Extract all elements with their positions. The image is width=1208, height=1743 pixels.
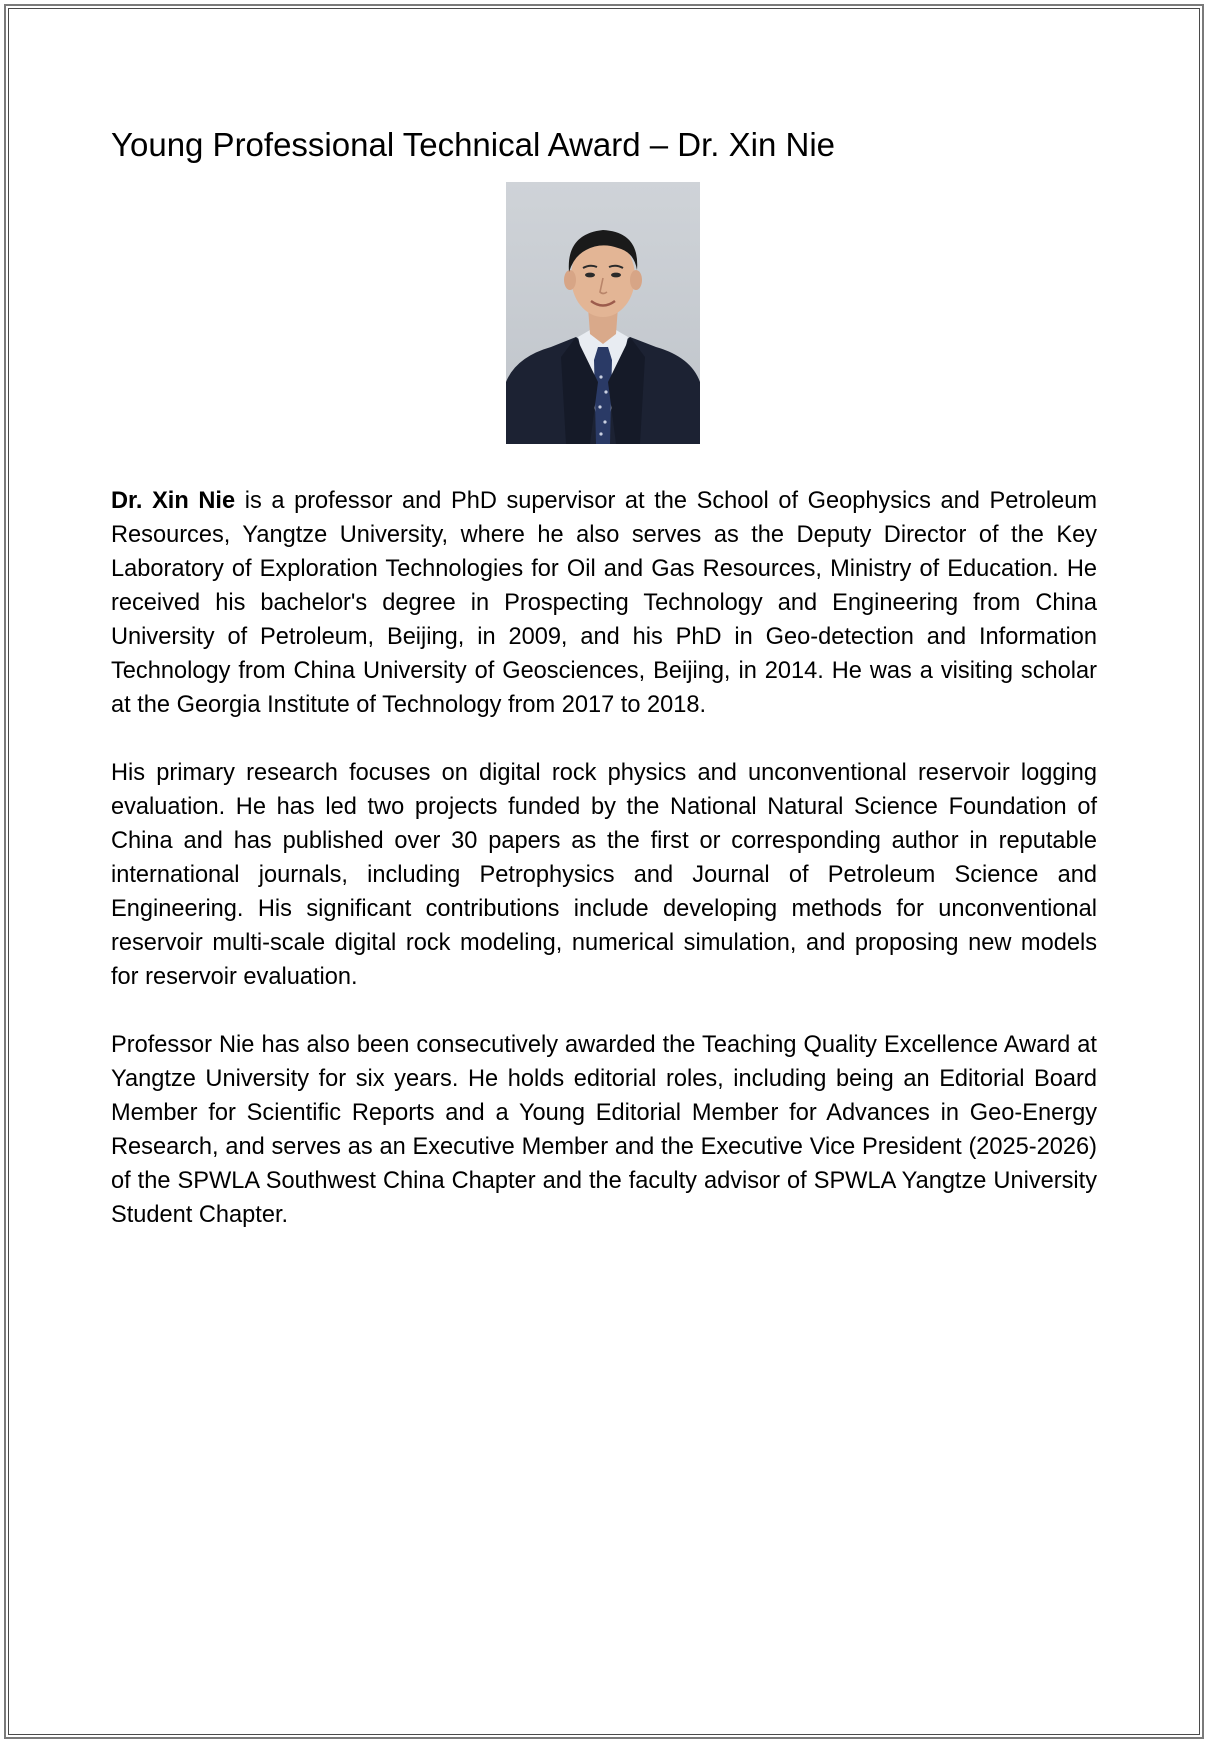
document-page [111,120,1097,1266]
bio-paragraph-1 [111,484,1097,722]
bio-paragraph-2: His primary research focuses on digital rock physics and unconventional reservoir logging evaluation. He has led two projects funded by the National Natural Science Foundation of China and has published over 30 papers as the first or corresponding author in reputable international journals, including Petrophysics and Journal of Petroleum Science and Engineering. His significant contributions include developing methods for unconventional reservoir multi-scale digital rock modeling, numerical simulation, and proposing new models for reservoir evaluation. [111,760,1097,990]
bio-paragraph-3: Professor Nie has also been consecutively awarded the Teaching Quality Excellence Award at Yangtze University for six years. He holds editorial roles, including being an Editorial Board Member for Scientific Reports and a Young Editorial Member for Advances in Geo-Energy Research, and serves as an Executive Member and the Executive Vice President (2025-2026) of the SPWLA Southwest China Chapter and the faculty advisor of SPWLA Yangtze University Student Chapter. [111,1032,1097,1228]
page-title: Young Professional Technical Award – Dr. Xin Nie [111,126,836,163]
awardee-name: Dr. Xin Nie [111,488,236,514]
photo-container [109,182,1097,444]
portrait-photo-icon [506,182,700,444]
bio-paragraph-1-text: is a professor and PhD supervisor at the School of Geophysics and Petroleum Resources, Yangtze University, where he also serves as the Deputy Director of the Key Laboratory of Exploration Technologies for Oil and Gas Resources, Ministry of Education. He received his bachelor's degree in Prospecting Technology and Engineering from China University of Petroleum, Beijing, in 2009, and his PhD in Geo-detection and Information Technology from China University of Geosciences, Beijing, in 2014. He was a visiting scholar at the Georgia Institute of Technology from 2017 to 2018. [111,488,1097,718]
biography [111,484,1097,1232]
